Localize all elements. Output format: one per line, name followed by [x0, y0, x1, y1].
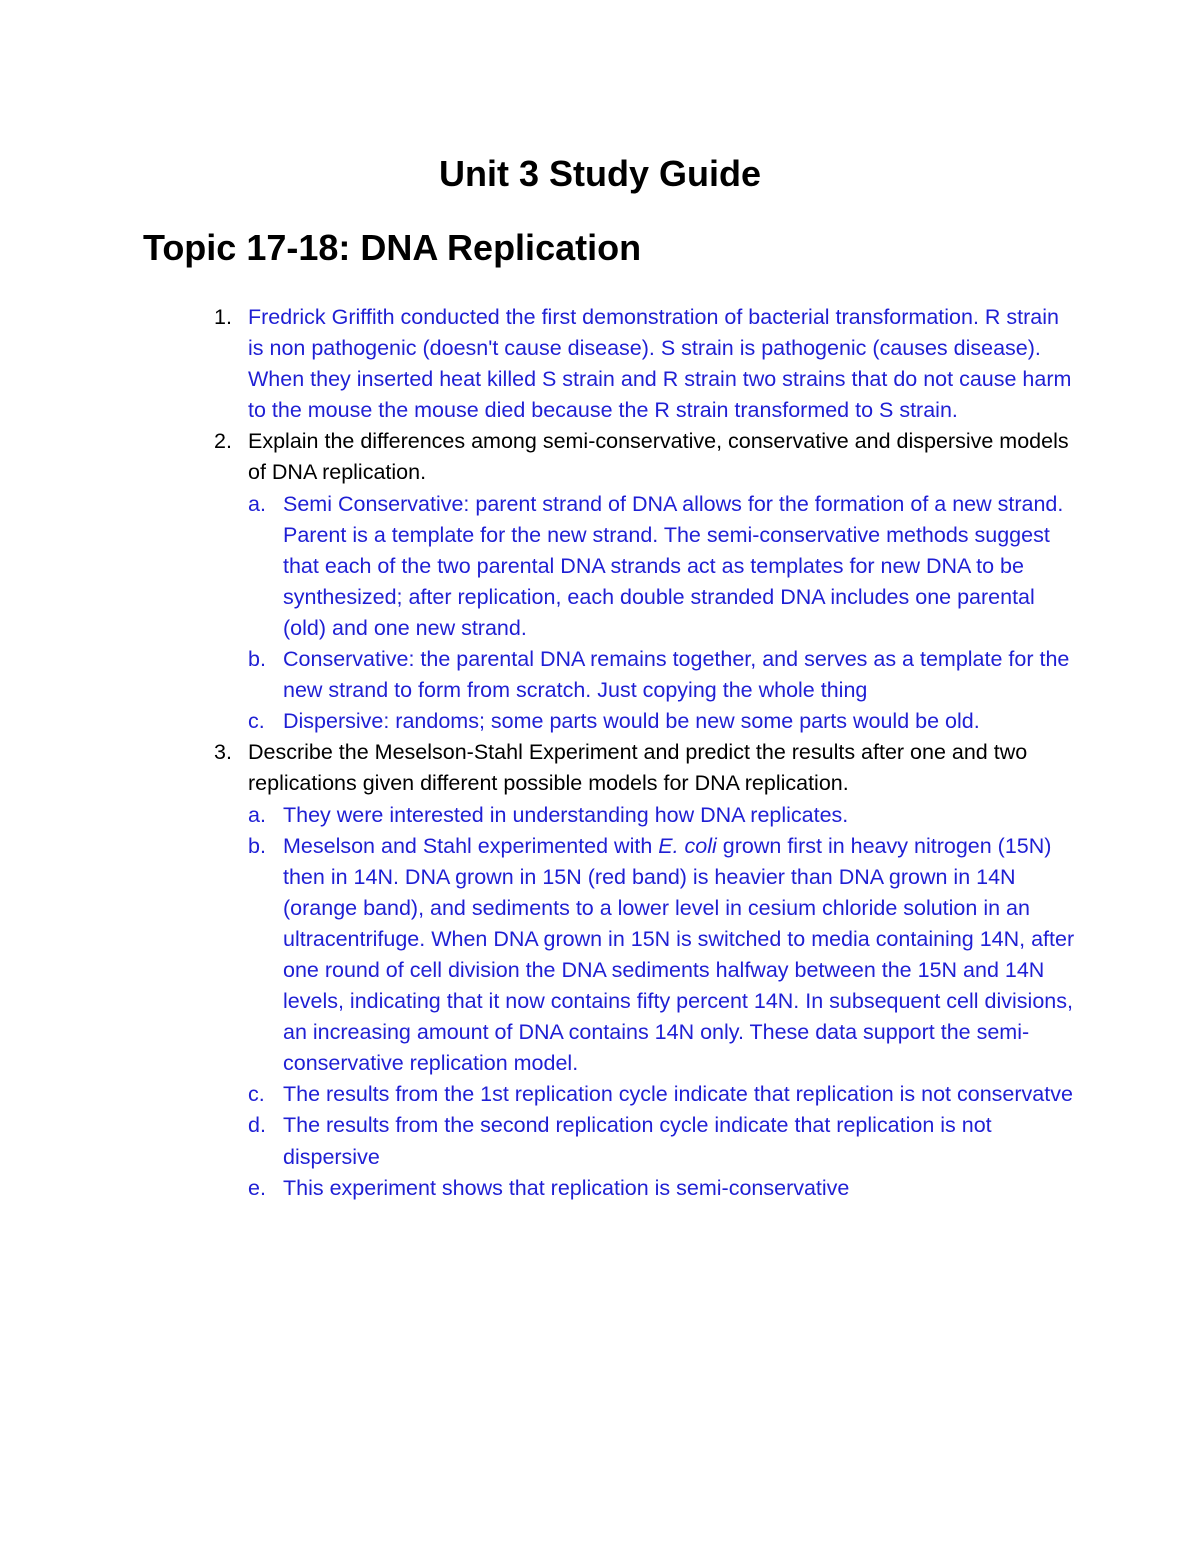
sub-item-2b	[0, 644, 1078, 706]
sub-list-marker: b.	[248, 647, 266, 672]
sub-item-3a	[0, 800, 1078, 831]
sub-list-marker: e.	[248, 1175, 266, 1200]
sub-item-3b	[0, 831, 1078, 1080]
question-text: Describe the Meselson-Stahl Experiment and predict the results after one and two replications given different possible models for DNA replication.	[248, 740, 1028, 796]
question-text: Explain the differences among semi-conservative, conservative and dispersive models of DNA replication.	[248, 429, 1069, 485]
answer-text: Semi Conservative: parent strand of DNA allows for the formation of a new strand. Parent is a template for the new strand. The semi-conservative methods suggest that each of the two parental DNA strands act as templates for new DNA to be synthesized; after replication, each double stranded DNA includes one parental (old) and one new strand.	[283, 491, 1064, 640]
list-item-1	[0, 302, 1078, 426]
sub-list-marker: b.	[248, 833, 266, 858]
answer-text: This experiment shows that replication is semi-conservative	[283, 1175, 850, 1200]
answer-text: Dispersive: randoms; some parts would be new some parts would be old.	[283, 709, 980, 734]
answer-text-start: Meselson and Stahl experimented with	[283, 833, 659, 858]
sub-item-3c	[0, 1079, 1078, 1110]
sub-item-2c	[0, 706, 1078, 737]
sub-list-marker: a.	[248, 491, 266, 516]
sub-list-marker: a.	[248, 802, 266, 827]
study-guide-list	[0, 302, 1200, 1204]
list-marker: 1.	[214, 305, 232, 329]
species-name-italic: E. coli	[658, 833, 717, 858]
list-marker: 3.	[214, 740, 232, 765]
page-title: Unit 3 Study Guide	[438, 153, 761, 194]
answer-text: Fredrick Griffith conducted the first demonstration of bacterial transformation. R strain is non pathogenic (doesn't cause disease). S strain is pathogenic (causes disease). When they inserted heat killed S strain and R strain two strains that do not cause harm to the mouse the mouse died because the R strain transformed to S strain.	[248, 305, 1072, 423]
answer-text	[283, 834, 1074, 1076]
sub-item-2a	[0, 489, 1078, 644]
sub-item-3d	[0, 1110, 1078, 1172]
list-item-3	[0, 737, 1078, 799]
answer-text: The results from the 1st replication cycle indicate that replication is not conservatve	[283, 1082, 1073, 1107]
sub-list-marker: d.	[248, 1113, 266, 1138]
answer-text: They were interested in understanding how DNA replicates.	[283, 802, 849, 827]
answer-text-end: grown first in heavy nitrogen (15N) then in 14N. DNA grown in 15N (red band) is heavier than DNA grown in 14N (orange band), and sediments to a lower level in cesium chloride solution in an ultracentrifuge. When DNA grown in 15N is switched to media containing 14N, after one round of cell division the DNA sediments halfway between the 15N and 14N levels, indicating that it now contains fifty percent 14N. In subsequent cell divisions, an increasing amount of DNA contains 14N only. These data support the semi-conservative replication model.	[283, 833, 1075, 1076]
sub-item-3e	[0, 1173, 1078, 1204]
list-item-2	[0, 426, 1078, 488]
sub-list-marker: c.	[248, 709, 265, 734]
list-marker: 2.	[214, 429, 232, 454]
sub-list-marker: c.	[248, 1082, 265, 1107]
answer-text: Conservative: the parental DNA remains together, and serves as a template for the new strand to form from scratch. Just copying the whole thing	[283, 647, 1070, 703]
answer-text: The results from the second replication cycle indicate that replication is not dispersive	[283, 1113, 992, 1169]
topic-heading: Topic 17-18: DNA Replication	[143, 227, 642, 268]
